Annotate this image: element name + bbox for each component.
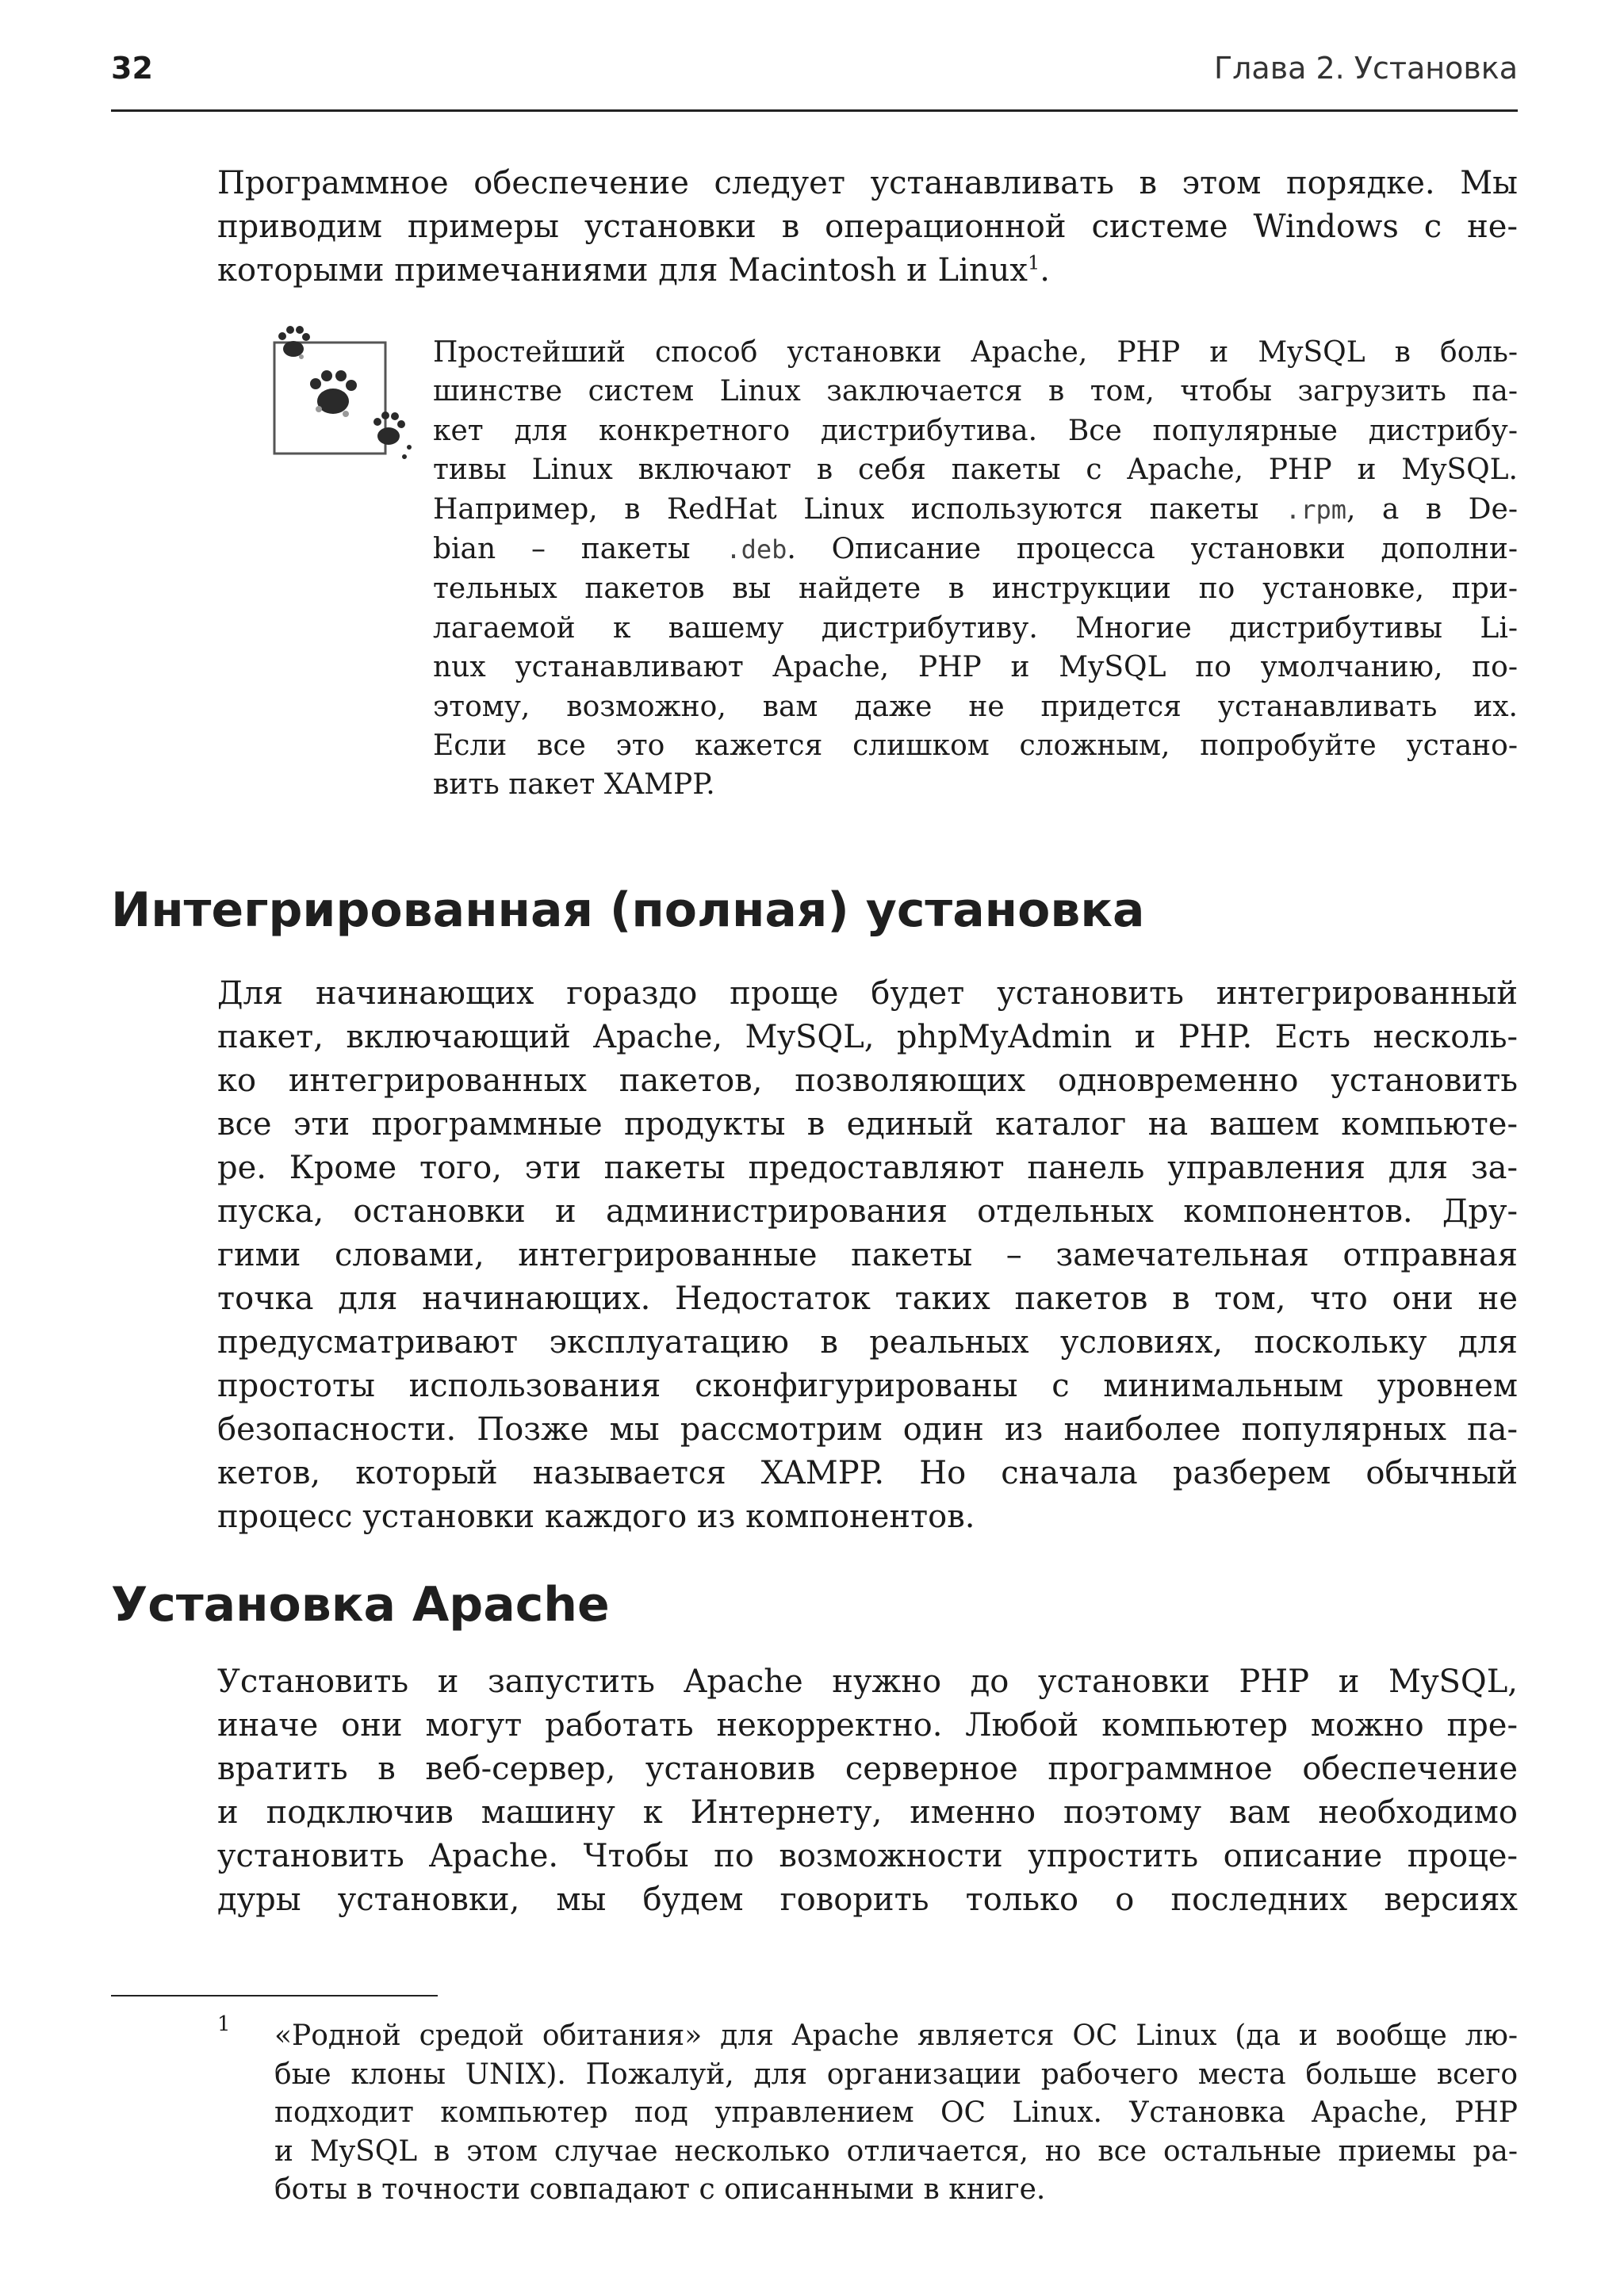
note-line: Простейший способ установки Apache, PHP и MySQL в боль- <box>433 336 1518 369</box>
text-line: вратить в веб-сервер, установив серверное программное обеспечение <box>217 1751 1518 1787</box>
text-line: ко интегрированных пакетов, позволяющих одновременно установить <box>217 1062 1518 1099</box>
text-line: дуры установки, мы будем говорить только о последних версиях <box>217 1882 1518 1918</box>
text-line: процесс установки каждого из компонентов. <box>217 1499 975 1535</box>
note-line: bian – пакеты .deb. Описание процесса установки дополни- <box>433 533 1518 566</box>
footnote <box>274 2017 1518 2210</box>
note-line: тивы Linux включают в себя пакеты с Apache, PHP и MySQL. <box>433 454 1518 487</box>
text-line: приводим примеры установки в операционной системе Windows с не- <box>217 209 1518 245</box>
footnote-line: «Родной средой обитания» для Apache является ОС Linux (да и вообще лю- <box>274 2019 1518 2052</box>
code-deb: .deb <box>726 534 787 565</box>
note-line: Если все это кажется слишком сложным, попробуйте устано- <box>433 729 1518 763</box>
note-line: кет для конкретного дистрибутива. Все популярные дистрибу- <box>433 414 1518 447</box>
text-line: и подключив машину к Интернету, именно поэтому вам необходимо <box>217 1794 1518 1831</box>
text-line: Установить и запустить Apache нужно до установки PHP и MySQL, <box>217 1663 1518 1700</box>
note-line: лагаемой к вашему дистрибутиву. Многие дистрибутивы Li- <box>433 611 1518 645</box>
text-line: пакет, включающий Apache, MySQL, phpMyAdmin и PHP. Есть несколь- <box>217 1019 1518 1055</box>
note-line: шинстве систем Linux заключается в том, чтобы загрузить па- <box>433 375 1518 408</box>
footnote-mark: 1 <box>217 2012 231 2036</box>
intro-paragraph <box>217 162 1518 293</box>
section-heading-integrated: Интегрированная (полная) установка <box>111 882 1145 938</box>
text-line: установить Apache. Чтобы по возможности упростить описание проце- <box>217 1838 1518 1874</box>
note-line: этому, возможно, вам даже не придется устанавливать их. <box>433 690 1518 723</box>
note-callout <box>433 333 1518 805</box>
text-line: которыми примечаниями для Macintosh и Linux$^1$. <box>217 251 1050 289</box>
text-line: пуска, остановки и администрирования отдельных компонентов. Дру- <box>217 1193 1518 1230</box>
running-head: Глава 2. Установка <box>1213 51 1518 86</box>
note-line: вить пакет XAMPP. <box>433 768 715 802</box>
note-line: Например, в RedHat Linux используются пакеты .rpm, а в De- <box>433 492 1518 526</box>
text-line: Для начинающих гораздо проще будет установить интегрированный <box>217 975 1518 1012</box>
text-line: простоты использования сконфигурированы с минимальным уровнем <box>217 1368 1518 1404</box>
text-line: ре. Кроме того, эти пакеты предоставляют панель управления для за- <box>217 1150 1518 1186</box>
section1-paragraph <box>217 972 1518 1539</box>
text-line: иначе они могут работать некорректно. Любой компьютер можно пре- <box>217 1707 1518 1744</box>
paw-prints-icon <box>270 316 428 474</box>
code-rpm: .rpm <box>1285 494 1346 525</box>
footnote-line: бые клоны UNIX). Пожалуй, для организации рабочего места больше всего <box>274 2058 1518 2091</box>
footnote-line: подходит компьютер под управлением ОС Linux. Установка Apache, PHP <box>274 2096 1518 2130</box>
text-line: все эти программные продукты в единый каталог на вашем компьюте- <box>217 1106 1518 1143</box>
note-line: тельных пакетов вы найдете в инструкции по установке, при- <box>433 572 1518 606</box>
note-line: nux устанавливают Apache, PHP и MySQL по умолчанию, по- <box>433 651 1518 684</box>
footnote-line: и MySQL в этом случае несколько отличается, но все остальные приемы ра- <box>274 2134 1518 2168</box>
page-number: 32 <box>111 51 153 86</box>
text-line: кетов, который называется XAMPP. Но сначала разберем обычный <box>217 1455 1518 1491</box>
page-header <box>111 49 1518 112</box>
footnote-rule <box>111 1995 438 1996</box>
text-line: Программное обеспечение следует устанавливать в этом порядке. Мы <box>217 165 1518 201</box>
text-line: гими словами, интегрированные пакеты – замечательная отправная <box>217 1237 1518 1273</box>
text-line: предусматривают эксплуатацию в реальных условиях, поскольку для <box>217 1324 1518 1361</box>
text-line: точка для начинающих. Недостаток таких пакетов в том, что они не <box>217 1281 1518 1317</box>
text-line: безопасности. Позже мы рассмотрим один из наиболее популярных па- <box>217 1411 1518 1448</box>
footnote-line: боты в точности совпадают с описанными в книге. <box>274 2173 1046 2207</box>
section-heading-apache: Установка Apache <box>111 1577 610 1633</box>
footnote-reference[interactable]: 1 <box>1028 251 1040 274</box>
section2-paragraph <box>217 1660 1518 1922</box>
